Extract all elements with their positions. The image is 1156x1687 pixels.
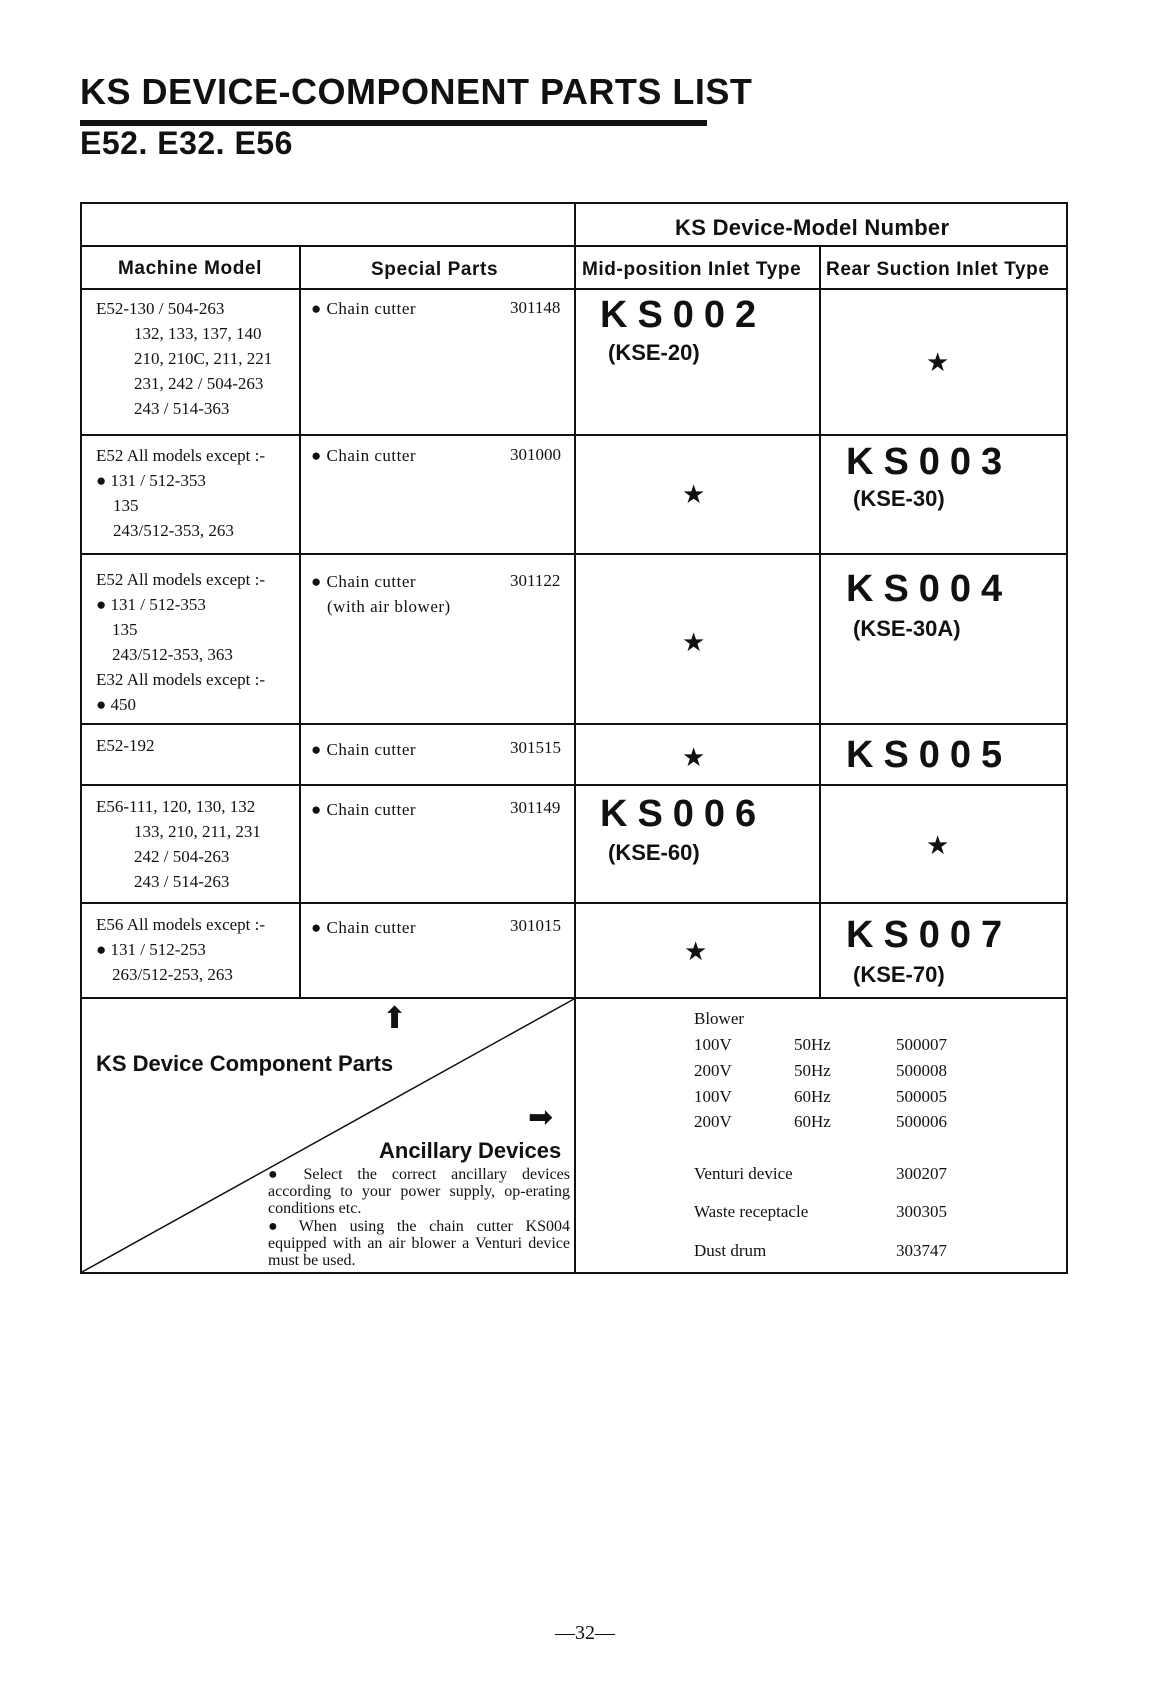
blower-frequency: 50Hz	[794, 1035, 831, 1054]
blower-voltage: 200V	[694, 1061, 732, 1080]
blower-part-number: 500007	[896, 1035, 947, 1054]
blower-label: Blower	[694, 1009, 745, 1028]
star-icon: ★	[684, 937, 708, 966]
model-number: KS005	[846, 734, 1013, 776]
machine-model-line: E52 All models except :-	[96, 446, 266, 465]
group-header: KS Device-Model Number	[675, 215, 950, 240]
special-part: ● Chain cutter	[311, 446, 417, 465]
blower-voltage: 100V	[694, 1087, 732, 1106]
machine-model-line: 135	[112, 620, 138, 639]
blower-part-number: 500008	[896, 1061, 947, 1080]
special-part-note: (with air blower)	[327, 597, 451, 616]
part-number: 301148	[510, 298, 561, 317]
machine-model-line: ● 131 / 512-353	[96, 595, 206, 614]
star-icon: ★	[926, 831, 950, 860]
star-icon: ★	[926, 348, 950, 377]
machine-model-line: 231, 242 / 504-263	[134, 374, 264, 393]
machine-model-line: E56-111, 120, 130, 132	[96, 797, 256, 816]
star-icon: ★	[682, 743, 706, 772]
part-number: 301149	[510, 798, 561, 817]
header-rear-suction: Rear Suction Inlet Type	[826, 259, 1050, 280]
machine-model-line: 243/512-353, 263	[113, 521, 234, 540]
special-part: ● Chain cutter	[311, 740, 417, 759]
blower-frequency: 50Hz	[794, 1061, 831, 1080]
machine-model-line: ● 131 / 512-353	[96, 471, 206, 490]
page-number: —32—	[555, 1622, 615, 1644]
header-special-parts: Special Parts	[371, 259, 499, 280]
blower-frequency: 60Hz	[794, 1087, 831, 1106]
part-number: 301122	[510, 571, 561, 590]
model-number: KS004	[846, 568, 1013, 610]
model-number: KS007	[846, 914, 1013, 956]
model-code: (KSE-20)	[608, 340, 700, 365]
model-code: (KSE-30)	[853, 486, 945, 511]
special-part: ● Chain cutter	[311, 572, 417, 591]
machine-model-line: E52 All models except :-	[96, 570, 266, 589]
part-number: 301515	[510, 738, 561, 757]
special-part: ● Chain cutter	[311, 800, 417, 819]
header-machine-model: Machine Model	[118, 258, 262, 279]
up-arrow-icon: ⬆	[382, 1002, 408, 1035]
blower-part-number: 500005	[896, 1087, 947, 1106]
machine-model-line: 133, 210, 211, 231	[134, 822, 261, 841]
machine-model-line: ● 131 / 512-253	[96, 940, 206, 959]
part-number: 301000	[510, 445, 561, 464]
star-icon: ★	[682, 480, 706, 509]
machine-model-line: 210, 210C, 211, 221	[134, 349, 273, 368]
dust-drum-part-number: 303747	[896, 1241, 947, 1260]
header-mid-position: Mid-position Inlet Type	[582, 259, 802, 280]
venturi-part-number: 300207	[896, 1164, 947, 1183]
machine-model-line: ● 450	[96, 695, 137, 714]
component-parts-label: KS Device Component Parts	[96, 1051, 394, 1076]
page-title: KS DEVICE-COMPONENT PARTS LIST	[80, 71, 753, 112]
machine-model-line: 132, 133, 137, 140	[134, 324, 262, 343]
machine-model-line: 263/512-253, 263	[112, 965, 233, 984]
machine-model-line: 243 / 514-363	[134, 399, 230, 418]
right-arrow-icon: ➡	[528, 1101, 554, 1134]
page-subtitle: E52. E32. E56	[80, 125, 293, 161]
blower-part-number: 500006	[896, 1112, 947, 1131]
blower-voltage: 100V	[694, 1035, 732, 1054]
special-part: ● Chain cutter	[311, 299, 417, 318]
machine-model-line: 243 / 514-263	[134, 872, 230, 891]
model-number: KS003	[846, 441, 1013, 483]
model-number: KS006	[600, 793, 767, 835]
model-code: (KSE-30A)	[853, 616, 961, 641]
blower-voltage: 200V	[694, 1112, 732, 1131]
model-number: KS002	[600, 294, 767, 336]
machine-model-line: E52-130 / 504-263	[96, 299, 225, 318]
model-code: (KSE-60)	[608, 840, 700, 865]
waste-receptacle-part-number: 300305	[896, 1202, 947, 1221]
machine-model-line: 242 / 504-263	[134, 847, 230, 866]
machine-model-line: 135	[113, 496, 139, 515]
machine-model-line: E32 All models except :-	[96, 670, 266, 689]
machine-model-line: E52-192	[96, 736, 155, 755]
ancillary-devices-label: Ancillary Devices	[379, 1138, 562, 1163]
note-select-devices: ● Select the correct ancillary devices according to your power supply, op-erating conditions etc.	[268, 1166, 570, 1217]
blower-frequency: 60Hz	[794, 1112, 831, 1131]
special-part: ● Chain cutter	[311, 918, 417, 937]
part-number: 301015	[510, 916, 561, 935]
dust-drum-label: Dust drum	[694, 1241, 767, 1260]
machine-model-line: 243/512-353, 363	[112, 645, 233, 664]
venturi-device-label: Venturi device	[694, 1164, 793, 1183]
waste-receptacle-label: Waste receptacle	[694, 1202, 809, 1221]
model-code: (KSE-70)	[853, 962, 945, 987]
star-icon: ★	[682, 628, 706, 657]
note-venturi: ● When using the chain cutter KS004 equipped with an air blower a Venturi device must be used.	[268, 1218, 570, 1269]
machine-model-line: E56 All models except :-	[96, 915, 266, 934]
